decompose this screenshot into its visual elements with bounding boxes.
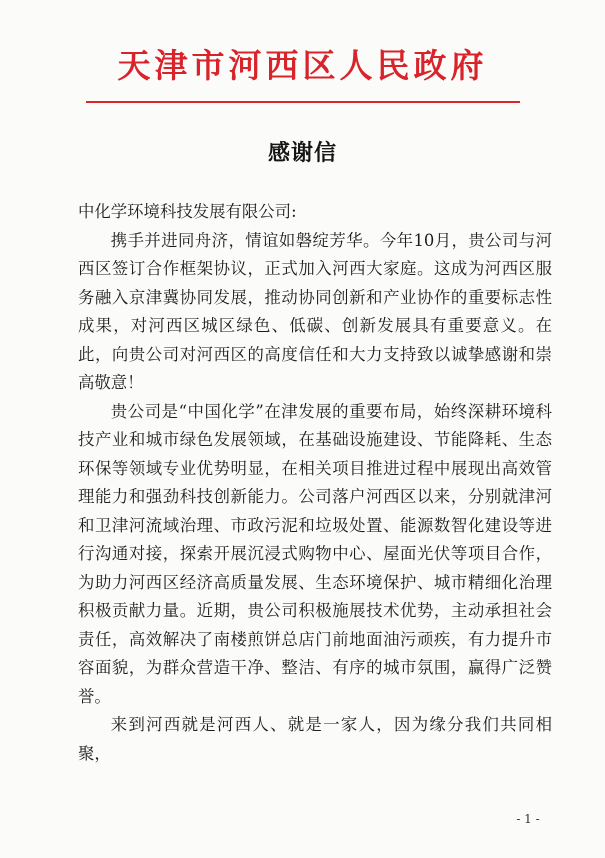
letter-body [78,198,552,768]
header-red-rule [86,101,520,103]
issuer-header: 天津市河西区人民政府 [117,46,488,85]
paragraph-3: 来到河西就是河西人、就是一家人，因为缘分我们共同相聚， [78,715,552,763]
paragraph-1: 携手并进同舟济，情谊如磐绽芳华。今年10月，贵公司与河西区签订合作框架协议，正式加入河西大家庭。这成为河西区服务融入京津冀协同发展，推动协同创新和产业协作的重要标志性成果，对河西区城区绿色、低碳、创新发展具有重要意义。在此，向贵公司对河西区的高度信任和大力支持致以诚挚感谢和崇高敬意！ [78,230,552,392]
paragraph-2: 贵公司是“中国化学”在津发展的重要布局，始终深耕环境科技产业和城市绿色发展领域，在基础设施建设、节能降耗、生态环保等领域专业优势明显，在相关项目推进过程中展现出高效管理能力和强劲科技创新能力。公司落户河西区以来，分别就津河和卫津河流域治理、市政污泥和垃圾处置、能源数智化建设等进行沟通对接，探索开展沉浸式购物中心、屋面光伏等项目合作，为助力河西区经济高质量发展、生态环境保护、城市精细化治理积极贡献力量。近期，贵公司积极施展技术优势，主动承担社会责任，高效解决了南楼煎饼总店门前地面油污顽疾，有力提升市容面貌，为群众营造干净、整洁、有序的城市氛围，赢得广泛赞誉。 [78,401,552,706]
page-number: - 1 - [516,812,540,826]
letter-salutation: 中化学环境科技发展有限公司: [78,202,297,221]
letter-title: 感谢信 [267,140,337,166]
